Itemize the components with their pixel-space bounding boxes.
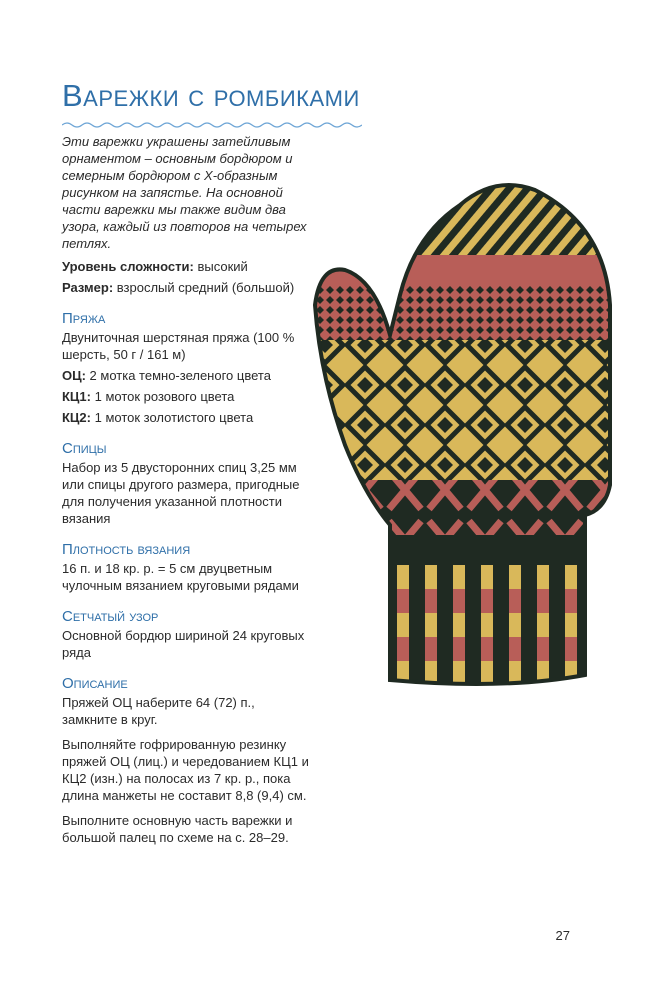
description-paragraph: Выполните основную часть варежки и большой палец по схеме на с. 28–29. — [62, 813, 293, 845]
mesh-text: Основной бордюр шириной 24 круговых ряда — [62, 628, 305, 660]
description-heading: Описание — [62, 675, 128, 692]
difficulty-value: высокий — [193, 259, 248, 274]
yarn-item-label: КЦ1: — [62, 389, 91, 404]
description-paragraph: Пряжей ОЦ наберите 64 (72) п., замкните в круг. — [62, 695, 255, 727]
yarn-item-label: КЦ2: — [62, 410, 91, 425]
intro-text: Эти варежки украшены затейливым орнаментом – основным бордюром и семерным бордюром с Х-образным рисунком на запястье. На основной части варежки мы также видим два узора, каждый из повторов на четырех петлях. — [62, 134, 307, 251]
page-title: Варежки с ромбиками — [62, 78, 360, 113]
needles-text: Набор из 5 двусторонних спиц 3,25 мм или спицы другого размера, пригодные для получения указанной плотности вязания — [62, 460, 300, 526]
yarn-item-cc2 — [62, 409, 312, 426]
needles-heading: Спицы — [62, 440, 107, 457]
description-paragraph: Выполняйте гофрированную резинку пряжей ОЦ (лиц.) и чередованием КЦ1 и КЦ2 (изн.) на полосах из 7 кр. р., пока длина манжеты не составит 8,8 (9,4) см. — [62, 737, 309, 803]
mesh-heading: Сетчатый узор — [62, 608, 159, 625]
size-line — [62, 279, 312, 296]
page-number: 27 — [555, 928, 570, 943]
yarn-item-cc1 — [62, 388, 312, 405]
yarn-item-mc — [62, 367, 312, 384]
difficulty-line — [62, 258, 312, 275]
yarn-heading: Пряжа — [62, 310, 106, 327]
text-column — [62, 133, 312, 850]
yarn-item-value: 1 моток розового цвета — [91, 389, 235, 404]
size-label: Размер: — [62, 280, 114, 295]
gauge-heading: Плотность вязания — [62, 541, 191, 558]
title-wave-ornament — [62, 120, 362, 130]
gauge-text: 16 п. и 18 кр. р. = 5 см двуцветным чулочным вязанием круговыми рядами — [62, 561, 299, 593]
difficulty-label: Уровень сложности: — [62, 259, 194, 274]
yarn-item-value: 2 мотка темно-зеленого цвета — [85, 368, 271, 383]
yarn-item-label: ОЦ: — [62, 368, 86, 383]
yarn-description: Двуниточная шерстяная пряжа (100 % шерсть, 50 г / 161 м) — [62, 330, 295, 362]
size-value: взрослый средний (большой) — [113, 280, 295, 295]
yarn-item-value: 1 моток золотистого цвета — [91, 410, 254, 425]
mitten-photo — [305, 165, 635, 705]
